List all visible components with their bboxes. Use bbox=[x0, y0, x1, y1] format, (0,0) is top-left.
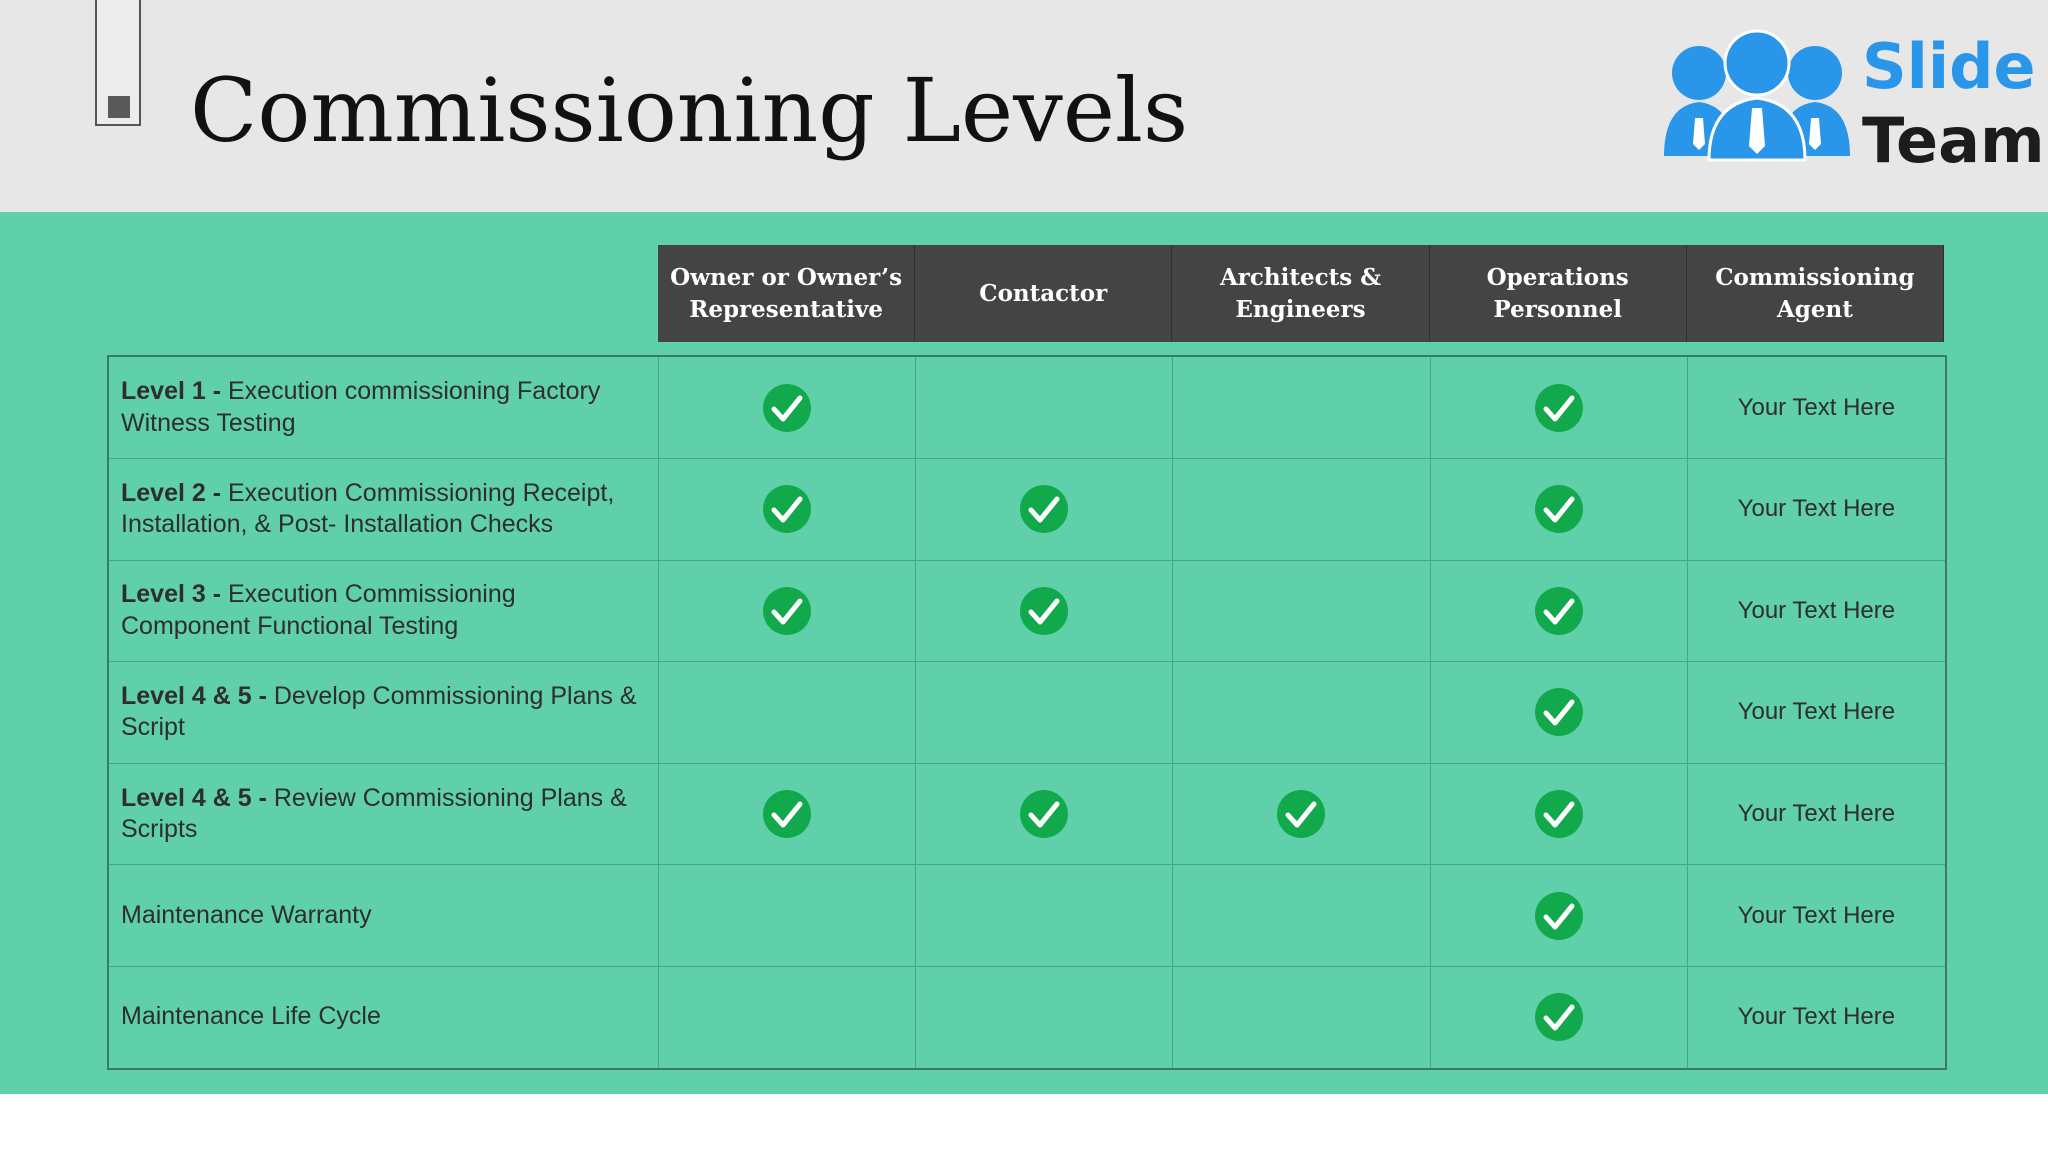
level-label: Level 1 - bbox=[121, 377, 228, 406]
level-text: Review Commissioning Plans & Scripts bbox=[121, 783, 627, 843]
level-description-cell bbox=[109, 560, 658, 661]
agent-text-cell: Your Text Here bbox=[1687, 357, 1945, 458]
check-cell bbox=[915, 357, 1172, 458]
checkmark-icon bbox=[1019, 484, 1069, 534]
level-description bbox=[121, 1001, 381, 1032]
level-description-cell bbox=[109, 357, 658, 458]
check-cell bbox=[1430, 967, 1687, 1068]
checkmark-icon bbox=[1534, 586, 1584, 636]
check-cell bbox=[658, 357, 915, 458]
level-text: Execution commissioning Factory Witness Testing bbox=[121, 377, 601, 437]
check-cell bbox=[915, 763, 1172, 864]
level-description-cell bbox=[109, 662, 658, 763]
title-accent-marker bbox=[95, 0, 141, 126]
header-bar bbox=[0, 0, 2048, 212]
check-cell bbox=[658, 763, 915, 864]
agent-text-cell: Your Text Here bbox=[1687, 662, 1945, 763]
marker-square bbox=[108, 96, 130, 118]
checkmark-icon bbox=[1534, 687, 1584, 737]
check-cell bbox=[1172, 763, 1429, 864]
table-row bbox=[109, 967, 1945, 1068]
check-cell bbox=[1430, 459, 1687, 560]
table-row bbox=[109, 357, 1945, 459]
level-description bbox=[121, 783, 646, 846]
team-people-icon bbox=[1662, 28, 1852, 168]
level-description-cell bbox=[109, 967, 658, 1068]
logo-word-slide: Slide bbox=[1862, 30, 2036, 103]
table-row bbox=[109, 763, 1945, 865]
level-description bbox=[121, 681, 646, 744]
checkmark-icon bbox=[1534, 484, 1584, 534]
level-label: Level 4 & 5 - bbox=[121, 783, 274, 812]
table-row bbox=[109, 662, 1945, 764]
check-cell bbox=[1172, 662, 1429, 763]
slideteam-logo bbox=[1662, 28, 2045, 177]
check-cell bbox=[658, 560, 915, 661]
agent-text-cell: Your Text Here bbox=[1687, 763, 1945, 864]
agent-text-cell: Your Text Here bbox=[1687, 560, 1945, 661]
check-cell bbox=[658, 967, 915, 1068]
level-label: Level 2 - bbox=[121, 478, 228, 507]
check-cell bbox=[915, 967, 1172, 1068]
checkmark-icon bbox=[1534, 789, 1584, 839]
check-cell bbox=[915, 560, 1172, 661]
check-cell bbox=[658, 865, 915, 966]
checkmark-icon bbox=[1019, 586, 1069, 636]
agent-text-cell: Your Text Here bbox=[1687, 459, 1945, 560]
logo-word-team: Team bbox=[1862, 104, 2045, 177]
level-text: Maintenance Warranty bbox=[121, 900, 372, 929]
column-header: Owner or Owner’s Representative bbox=[658, 245, 915, 342]
check-cell bbox=[915, 662, 1172, 763]
agent-text-cell: Your Text Here bbox=[1687, 967, 1945, 1068]
checkmark-icon bbox=[762, 383, 812, 433]
level-description bbox=[121, 900, 372, 931]
level-description bbox=[121, 376, 646, 439]
check-cell bbox=[658, 662, 915, 763]
level-description-cell bbox=[109, 459, 658, 560]
check-cell bbox=[1430, 763, 1687, 864]
table-row bbox=[109, 459, 1945, 561]
check-cell bbox=[1172, 357, 1429, 458]
checkmark-icon bbox=[762, 586, 812, 636]
checkmark-icon bbox=[1276, 789, 1326, 839]
check-cell bbox=[1430, 560, 1687, 661]
level-description bbox=[121, 579, 646, 642]
level-description bbox=[121, 478, 646, 541]
check-cell bbox=[1172, 967, 1429, 1068]
table-row bbox=[109, 560, 1945, 662]
column-header: Operations Personnel bbox=[1430, 245, 1687, 342]
check-cell bbox=[915, 459, 1172, 560]
table-row bbox=[109, 865, 1945, 967]
page-title: Commissioning Levels bbox=[190, 59, 1189, 162]
check-cell bbox=[1430, 662, 1687, 763]
checkmark-icon bbox=[1534, 992, 1584, 1042]
column-header: Architects & Engineers bbox=[1172, 245, 1429, 342]
checkmark-icon bbox=[762, 789, 812, 839]
column-header: Contactor bbox=[915, 245, 1172, 342]
level-description-cell bbox=[109, 865, 658, 966]
checkmark-icon bbox=[1534, 891, 1584, 941]
level-text: Maintenance Life Cycle bbox=[121, 1002, 381, 1031]
commissioning-table bbox=[107, 355, 1947, 1070]
level-description-cell bbox=[109, 763, 658, 864]
checkmark-icon bbox=[762, 484, 812, 534]
level-text: Develop Commissioning Plans & Script bbox=[121, 682, 637, 742]
column-header: Commissioning Agent bbox=[1687, 245, 1944, 342]
level-label: Level 4 & 5 - bbox=[121, 682, 274, 711]
level-label: Level 3 - bbox=[121, 580, 228, 609]
level-text: Execution Commissioning Receipt, Installation, & Post- Installation Checks bbox=[121, 478, 615, 539]
check-cell bbox=[915, 865, 1172, 966]
agent-text-cell: Your Text Here bbox=[1687, 865, 1945, 966]
check-cell bbox=[1172, 459, 1429, 560]
check-cell bbox=[1172, 560, 1429, 661]
check-cell bbox=[1430, 865, 1687, 966]
check-cell bbox=[658, 459, 915, 560]
check-cell bbox=[1172, 865, 1429, 966]
level-text: Execution Commissioning Component Functional Testing bbox=[121, 580, 516, 640]
check-cell bbox=[1430, 357, 1687, 458]
checkmark-icon bbox=[1019, 789, 1069, 839]
checkmark-icon bbox=[1534, 383, 1584, 433]
